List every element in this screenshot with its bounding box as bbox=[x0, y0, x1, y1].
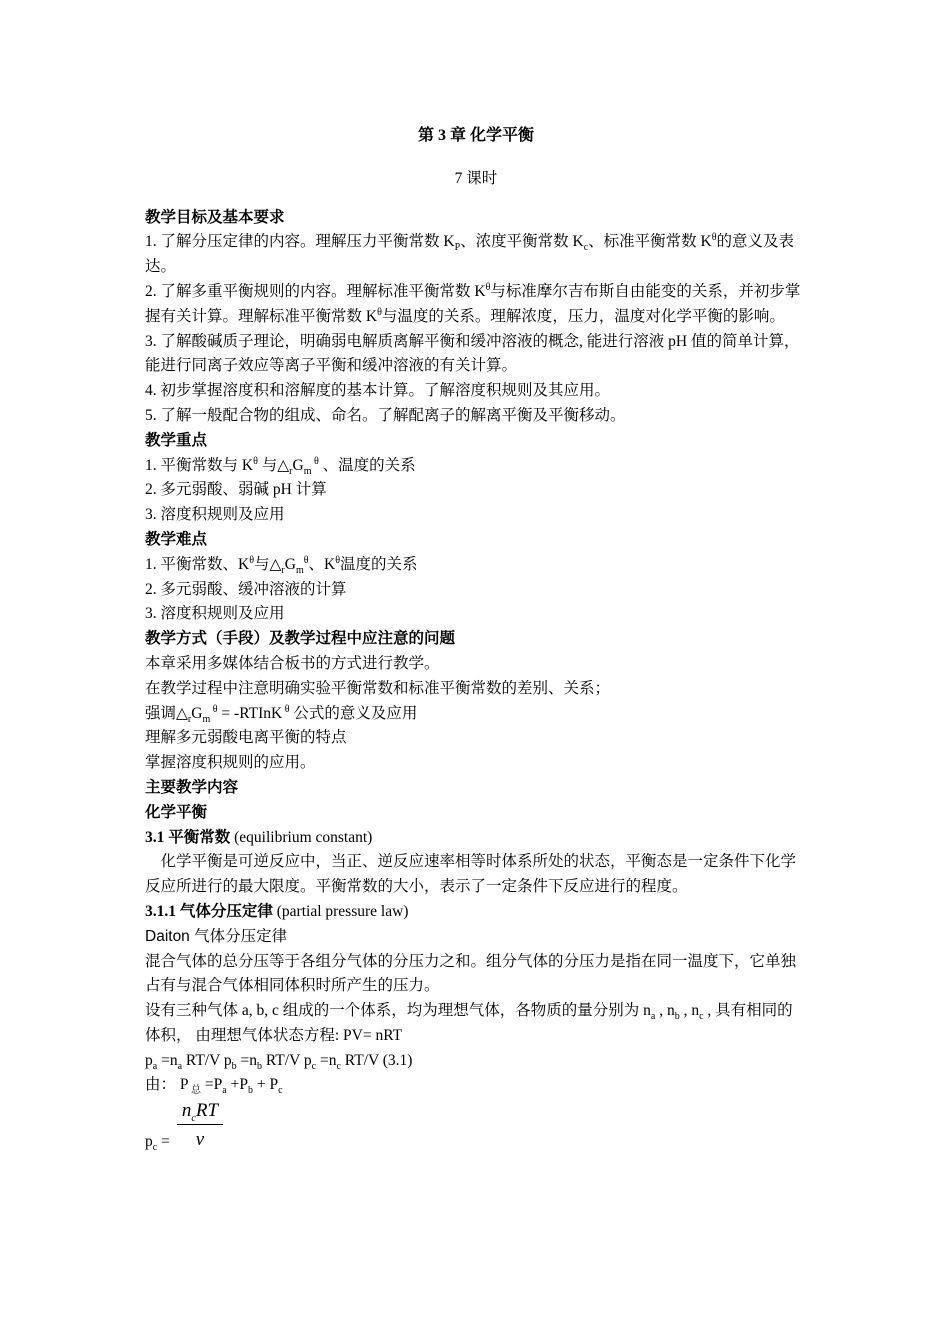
key-point-item-2: 2. 多元弱酸、弱碱 pH 计算 bbox=[145, 481, 327, 499]
daiton-law-line: Daiton 气体分压定律 bbox=[145, 927, 288, 945]
chapter-title: 第 3 章 化学平衡 bbox=[417, 127, 534, 144]
difficulty-item-1: 1. 平衡常数、$K^\theta$与$\triangle_rG_m^\theta$、$K^\theta$温度的关系 bbox=[145, 554, 418, 576]
content-subheading: 化学平衡 bbox=[145, 803, 208, 821]
difficulties-heading: 教学难点 bbox=[145, 530, 208, 548]
objective-item-2: 2. 了解多重平衡规则的内容。理解标准平衡常数 $K^\theta$与标准摩尔吉布斯自由能变的关系，并初步掌握有关计算。理解标准平衡常数 $K^\theta$与温度的关系。理解浓度，压力，温度对化学平衡的影响。 bbox=[145, 281, 801, 325]
difficulty-item-2: 2. 多元弱酸、缓冲溶液的计算 bbox=[145, 580, 347, 598]
objective-item-5: 5. 了解一般配合物的组成、命名。了解配离子的解离平衡及平衡移动。 bbox=[145, 406, 626, 424]
section-3-1-1-heading: 3.1.1 气体分压定律 (partial pressure law) bbox=[145, 902, 409, 920]
methods-line-2: 在教学过程中注意明确实验平衡常数和标准平衡常数的差别、关系； bbox=[145, 679, 611, 697]
fraction bbox=[177, 1100, 223, 1155]
methods-line-4: 理解多元弱酸电离平衡的特点 bbox=[145, 729, 347, 747]
ideal-gas-paragraph: 设有三种气体 a, b, c 组成的一个体系，均为理想气体，各物质的量分别为 $n_a$ , $n_b$ , $n_c$ , 具有相同的体积， 由理想气体状态方程: PV= nRT bbox=[145, 1002, 793, 1044]
document-page bbox=[145, 124, 807, 1164]
objective-item-3: 3. 了解酸碱质子理论，明确弱电解质离解平衡和缓冲溶液的概念, 能进行溶液 pH 值的简单计算，能进行同离子效应等离子平衡和缓冲溶液的有关计算。 bbox=[145, 332, 800, 375]
objectives-heading: 教学目标及基本要求 bbox=[145, 208, 285, 226]
key-point-item-3: 3. 溶度积规则及应用 bbox=[145, 506, 285, 524]
section-3-1-paragraph: 化学平衡是可逆反应中，当正、逆反应速率相等时体系所处的状态，平衡态是一定条件下化学反应所进行的最大限度。平衡常数的大小，表示了一定条件下反应进行的程度。 bbox=[145, 853, 797, 896]
fraction-numerator: $n_cRT$ bbox=[177, 1100, 223, 1125]
methods-line-1: 本章采用多媒体结合板书的方式进行教学。 bbox=[145, 654, 440, 672]
equation-3-1: $p_a =n_a$ RT/V $p_b =n_b$ RT/V $p_c =n_c$ RT/V (3.1) bbox=[145, 1051, 413, 1072]
class-hours: 7 课时 bbox=[454, 169, 498, 187]
difficulty-item-3: 3. 溶度积规则及应用 bbox=[145, 605, 285, 623]
fraction-denominator: v bbox=[195, 1129, 205, 1151]
objective-item-4: 4. 初步掌握溶度积和溶解度的基本计算。了解溶度积规则及其应用。 bbox=[145, 382, 611, 400]
methods-line-3: 强调$\triangle_rG_m$ $^\theta$ = -RTInK $^\theta$ 公式的意义及应用 bbox=[145, 703, 418, 725]
objective-item-1: 1. 了解分压定律的内容。理解压力平衡常数 $K_P$、浓度平衡常数 $K_c$、标准平衡常数 $K^\theta$的意义及表达。 bbox=[145, 232, 795, 276]
methods-heading: 教学方式（手段）及教学过程中应注意的问题 bbox=[145, 630, 456, 648]
pc-fraction-equation bbox=[145, 1100, 807, 1164]
key-point-item-1: 1. 平衡常数与 $K^\theta$ 与$\triangle_rG_m$ $^\theta$ 、温度的关系 bbox=[145, 455, 416, 477]
total-pressure-equation: 由： P $_总 =P_a +P_b + P_c$ bbox=[145, 1076, 283, 1097]
pc-label: $p_c$ = bbox=[145, 1133, 170, 1154]
section-3-1-heading: 3.1 平衡常数 (equilibrium constant) bbox=[145, 828, 373, 846]
key-points-heading: 教学重点 bbox=[145, 431, 208, 449]
content-heading: 主要教学内容 bbox=[145, 778, 239, 796]
methods-line-5: 掌握溶度积规则的应用。 bbox=[145, 754, 316, 772]
partial-pressure-definition: 混合气体的总分压等于各组分气体的分压力之和。组分气体的分压力是指在同一温度下，它单独占有与混合气体相同体积时所产生的压力。 bbox=[145, 952, 797, 995]
